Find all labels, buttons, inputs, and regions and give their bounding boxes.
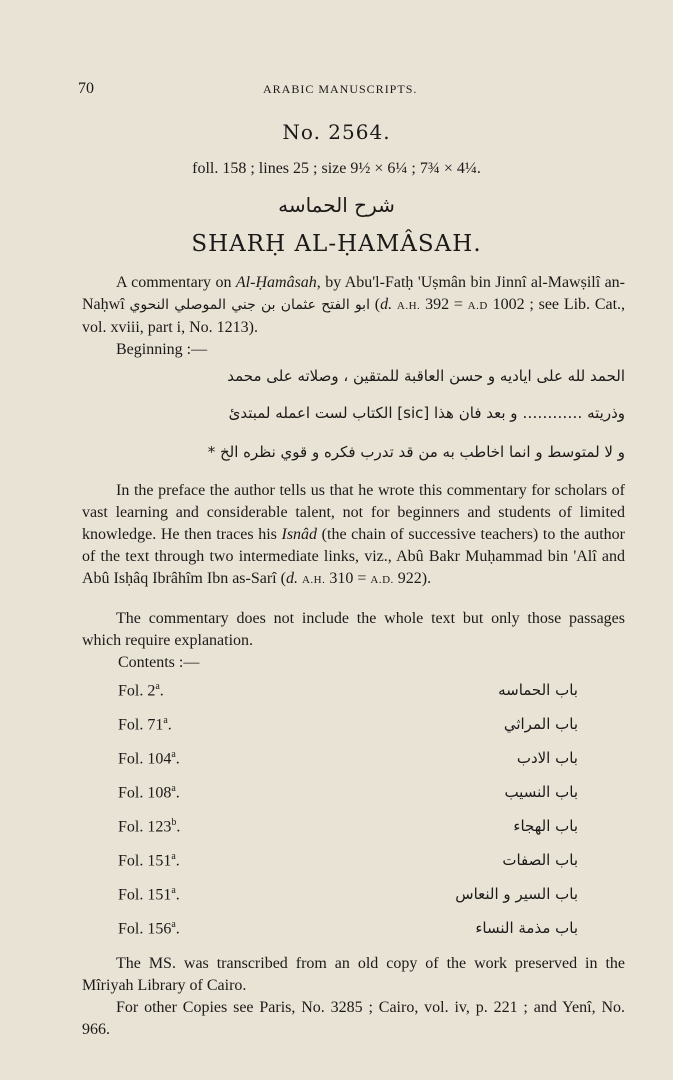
contents-row bbox=[118, 715, 578, 749]
contents-row bbox=[118, 681, 578, 715]
contents-label: Contents :— bbox=[118, 654, 200, 671]
intro-text-5: 1002 ; see Lib. Cat., vol. xviii, part i, No. 1213). bbox=[82, 296, 626, 336]
ad-label: A.D bbox=[467, 300, 488, 312]
arabic-title: شرح الحماسه bbox=[278, 193, 395, 217]
died-label: d. bbox=[380, 296, 393, 313]
arabic-author-name: ابو الفتح عثمان بن جني الموصلي النحوي bbox=[129, 297, 370, 313]
page-number: 70 bbox=[78, 80, 94, 97]
folio-ref: Fol. 104$^a$. bbox=[118, 749, 180, 768]
contents-row bbox=[118, 817, 578, 851]
running-title: ARABIC MANUSCRIPTS. bbox=[263, 82, 418, 96]
chapter-arabic: باب الصفات bbox=[502, 851, 578, 869]
chapter-arabic: باب الادب bbox=[516, 749, 578, 767]
intro-text-1: A commentary on bbox=[116, 274, 236, 291]
preface-text-4: 922). bbox=[393, 570, 432, 587]
chapter-arabic: باب المراثي bbox=[503, 715, 578, 733]
transcription-note: The MS. was transcribed from an old copy of the work preserved in the Mîriyah Library of Cairo. bbox=[82, 955, 625, 994]
beginning-label: Beginning :— bbox=[116, 341, 208, 358]
page-header bbox=[78, 80, 628, 100]
manuscript-number: No. 2564. bbox=[282, 120, 391, 144]
arabic-beginning-line-1: الحمد لله على ايادیه و حسن العاقبة للمتقين ، وصلاته على محمد bbox=[227, 367, 625, 385]
preface-text-1: In the preface the author tells us that he wrote this commentary for scholars of vast learning and considerable talent, not for beginners and students of limited knowledge. He then traces his bbox=[82, 482, 625, 543]
contents-list bbox=[118, 681, 578, 953]
folio-ref: Fol. 156$^a$. bbox=[118, 919, 180, 938]
preface-text-2: (the chain of successive teachers) to the author of the text through two intermediate links, viz., Abû Bakr Muḥammad bin 'Alî and Abû Isḥâq Ibrâhîm Ibn as-Sarî ( bbox=[82, 526, 625, 587]
chapter-arabic: باب مذمة النساء bbox=[475, 919, 578, 937]
commentary-note: The commentary does not include the whole text but only those passages which require explanation. bbox=[82, 610, 625, 649]
folio-ref: Fol. 71$^a$. bbox=[118, 715, 172, 734]
isnad-term: Isnâd bbox=[281, 526, 318, 543]
arabic-beginning-line-3: و لا لمتوسط و انما اخاطب به من قد تدرب فكره و قوي نظره الخ * bbox=[207, 443, 625, 461]
arabic-beginning-line-2: وذريته ………… و بعد فان هذا [sic] الكتاب لست اعمله لمبتدئ bbox=[228, 404, 625, 422]
contents-row bbox=[118, 749, 578, 783]
intro-text-4: 392 = bbox=[420, 296, 468, 313]
preface-paragraph bbox=[82, 480, 625, 591]
intro-text-3: ( bbox=[369, 296, 381, 313]
intro-text-2: , by Abu'l-Fatḥ 'Uṣmân bin Jinnî al-Mawṣilî an-Naḥwî bbox=[82, 274, 626, 313]
ah-label-2: A.H. bbox=[301, 574, 326, 586]
physical-description: foll. 158 ; lines 25 ; size 9½ × 6¼ ; 7¾ × 4¼. bbox=[192, 160, 481, 177]
folio-ref: Fol. 151$^a$. bbox=[118, 885, 180, 904]
work-title: SHARḤ AL-ḤAMÂSAH. bbox=[191, 231, 482, 257]
died-label-2: d. bbox=[285, 570, 298, 587]
ad-label-2: A.D. bbox=[370, 574, 394, 586]
folio-ref: Fol. 108$^a$. bbox=[118, 783, 180, 802]
contents-row bbox=[118, 783, 578, 817]
chapter-arabic: باب الحماسه bbox=[498, 681, 578, 699]
contents-row bbox=[118, 885, 578, 919]
chapter-arabic: باب النسيب bbox=[504, 783, 578, 801]
other-copies-note: For other Copies see Paris, No. 3285 ; Cairo, vol. iv, p. 221 ; and Yenî, No. 966. bbox=[82, 999, 625, 1038]
intro-paragraph bbox=[82, 272, 625, 361]
chapter-arabic: باب السير و النعاس bbox=[455, 885, 578, 903]
folio-ref: Fol. 151$^a$. bbox=[118, 851, 180, 870]
preface-text-3: 310 = bbox=[325, 570, 371, 587]
chapter-arabic: باب الهجاء bbox=[513, 817, 578, 835]
contents-row bbox=[118, 851, 578, 885]
ah-label: A.H. bbox=[396, 300, 421, 312]
work-name: Al-Ḥamâsah bbox=[235, 274, 317, 291]
folio-ref: Fol. 123$^b$. bbox=[118, 817, 181, 836]
folio-ref: Fol. 2$^a$. bbox=[118, 681, 164, 700]
contents-row bbox=[118, 919, 578, 953]
